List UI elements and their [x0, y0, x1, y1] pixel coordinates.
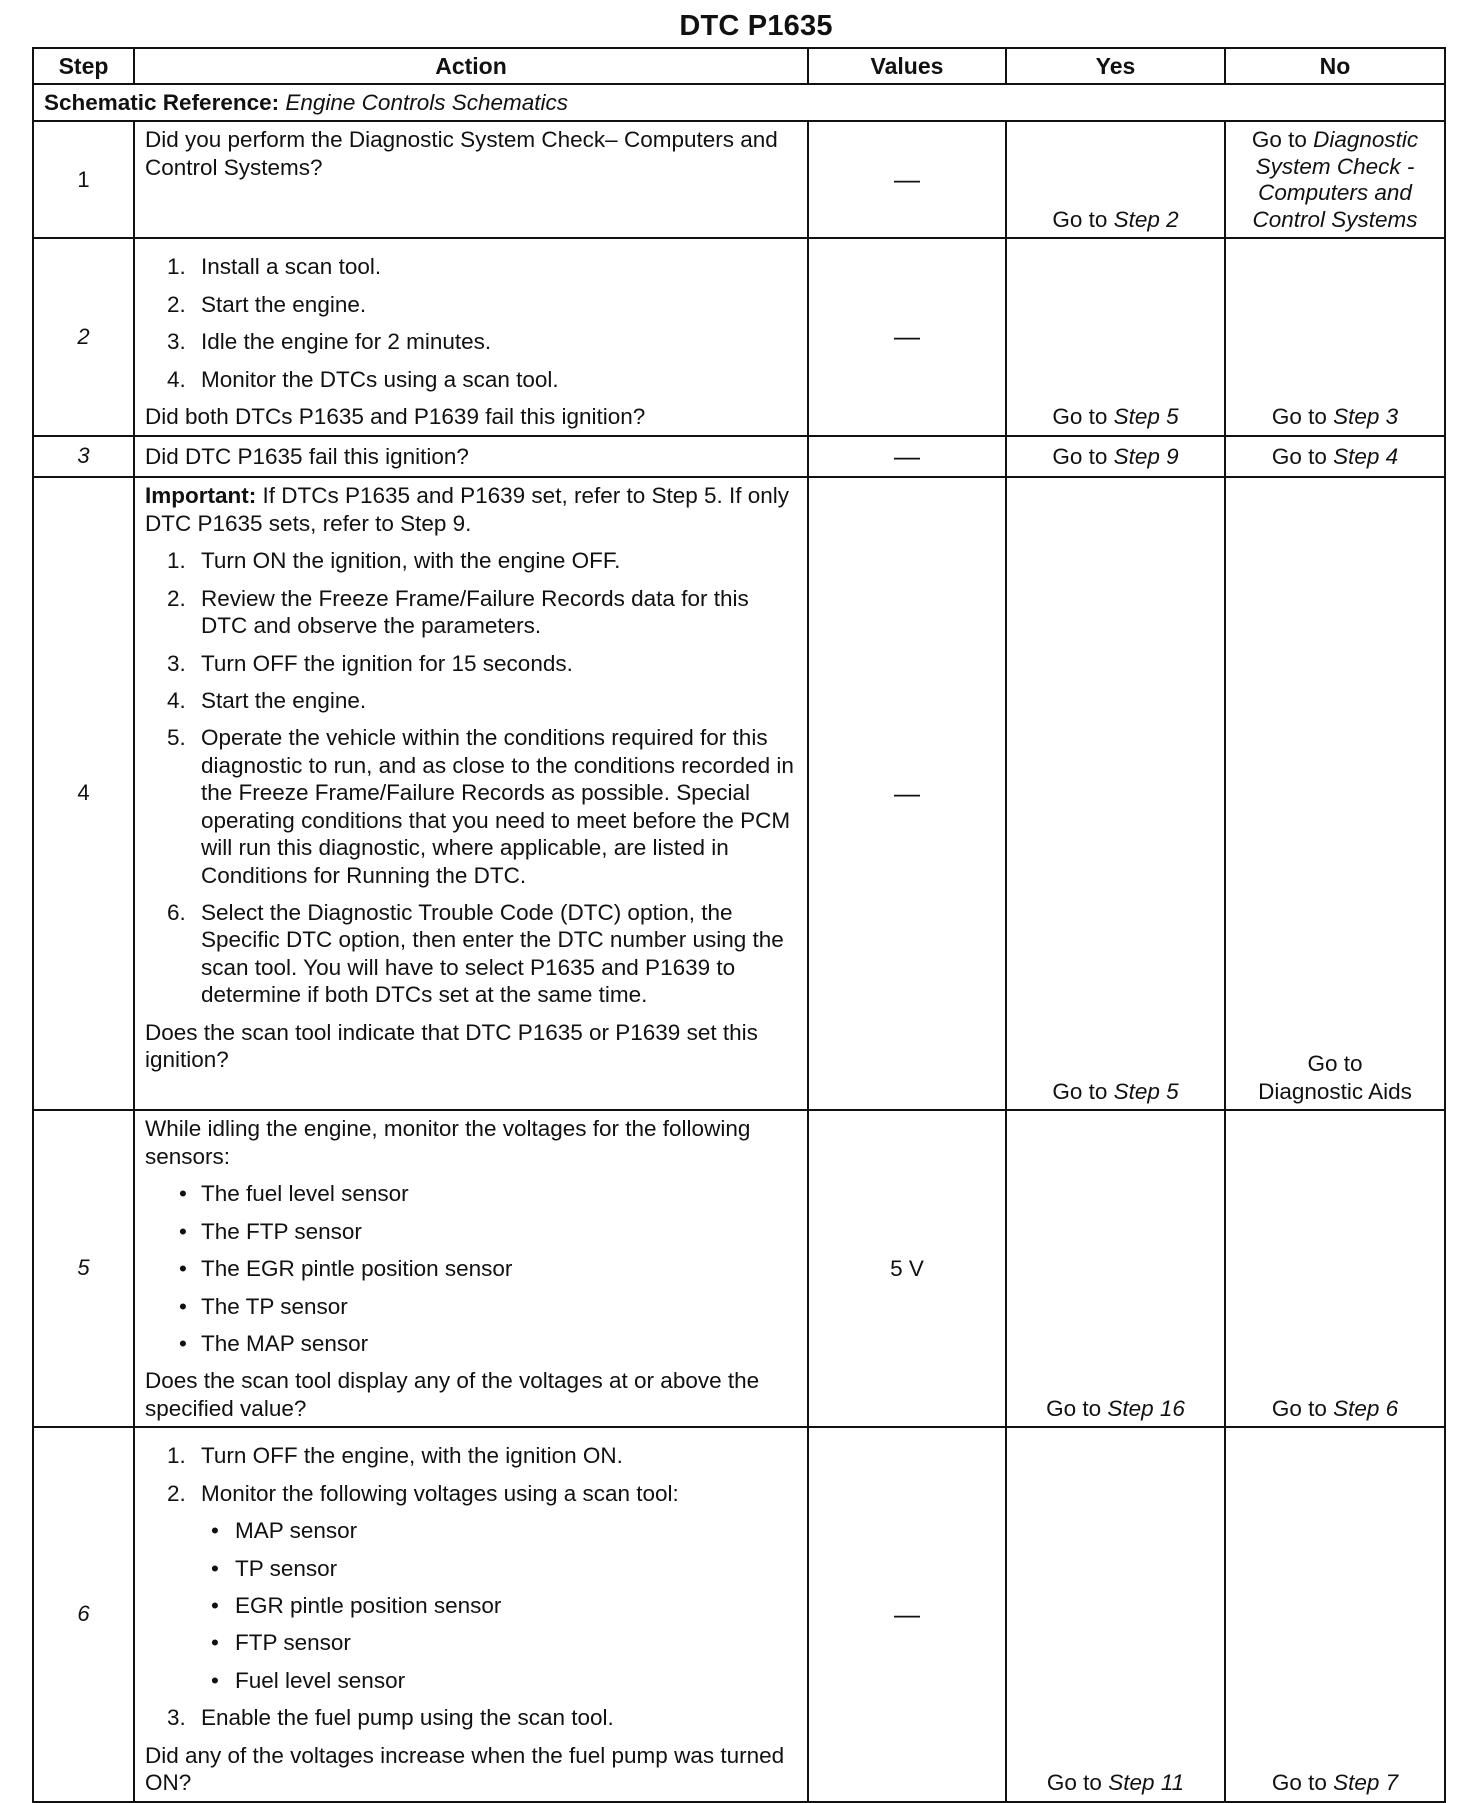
yes-prefix: Go to [1052, 1078, 1108, 1104]
list-item: • EGR pintle position sensor [211, 1593, 502, 1619]
sensor-list [145, 1180, 797, 1357]
yes-link[interactable]: Step 9 [1113, 443, 1179, 469]
action-question: Does the scan tool indicate that DTC P1635 or P1639 set this ignition? [145, 1019, 758, 1073]
no-cell [1225, 1427, 1445, 1801]
no-prefix: Go to [1271, 443, 1327, 469]
header-no: No [1225, 48, 1445, 84]
important-note [145, 482, 797, 537]
yes-cell [1006, 121, 1225, 238]
value-dash: — [894, 164, 920, 195]
no-link[interactable]: Step 4 [1333, 443, 1399, 469]
action-question: Did both DTCs P1635 and P1639 fail this ignition? [145, 404, 646, 430]
value-text: 5 V [890, 1256, 924, 1282]
header-yes: Yes [1006, 48, 1225, 84]
header-row [33, 48, 1445, 84]
table-row [33, 1110, 1445, 1427]
yes-cell [1006, 477, 1225, 1110]
no-link-line2[interactable]: System Check - [1255, 153, 1415, 179]
no-cell [1225, 1110, 1445, 1427]
step-number: 3 [33, 436, 134, 478]
list-item: 2. Start the engine. [167, 291, 367, 317]
value-dash: — [894, 1598, 920, 1629]
schematic-link[interactable]: Engine Controls Schematics [285, 90, 569, 115]
value-dash: — [894, 440, 920, 471]
step-number: 2 [33, 238, 134, 435]
step-number: 5 [33, 1110, 134, 1427]
values-cell [808, 1427, 1006, 1801]
action-cell [134, 436, 808, 478]
no-prefix: Go to [1271, 1770, 1327, 1796]
yes-link[interactable]: Step 5 [1113, 1078, 1179, 1104]
diagnostic-table [32, 47, 1446, 1803]
action-question: Does the scan tool display any of the voltages at or above the specified value? [145, 1368, 760, 1421]
list-item: • Fuel level sensor [211, 1667, 406, 1693]
no-prefix: Go to [1251, 127, 1307, 153]
action-intro: While idling the engine, monitor the voltages for the following sensors: [145, 1116, 751, 1169]
action-question: Did any of the voltages increase when the fuel pump was turned ON? [145, 1742, 785, 1796]
values-cell [808, 121, 1006, 238]
yes-cell [1006, 1110, 1225, 1427]
no-link[interactable]: Step 3 [1333, 404, 1399, 430]
yes-prefix: Go to [1046, 1770, 1102, 1796]
no-link-line4[interactable]: Control Systems [1252, 206, 1418, 232]
no-link[interactable]: Diagnostic Aids [1258, 1078, 1412, 1104]
step-number: 1 [33, 121, 134, 238]
yes-link[interactable]: Step 16 [1107, 1395, 1185, 1421]
no-link[interactable]: Step 7 [1333, 1770, 1399, 1796]
list-item: 1. Turn OFF the engine, with the ignition ON. [167, 1443, 623, 1469]
action-list [145, 253, 797, 393]
action-cell [134, 477, 808, 1110]
yes-prefix: Go to [1046, 1395, 1102, 1421]
values-cell [808, 477, 1006, 1110]
value-dash: — [894, 321, 920, 352]
schematic-reference-row [33, 84, 1445, 121]
table-row [33, 436, 1445, 478]
action-list [145, 1442, 797, 1732]
page-title: DTC P1635 [679, 10, 833, 42]
schematic-label: Schematic Reference: [44, 90, 280, 115]
step-number: 4 [33, 477, 134, 1110]
table-row [33, 1427, 1445, 1801]
important-text: If DTCs P1635 and P1639 set, refer to Step 5. If only DTC P1635 sets, refer to Step 9. [145, 483, 790, 536]
list-item: • TP sensor [211, 1555, 338, 1581]
list-item: 3. Idle the engine for 2 minutes. [167, 329, 492, 355]
list-item: 4. Monitor the DTCs using a scan tool. [167, 366, 559, 392]
no-link-line3[interactable]: Computers and [1258, 180, 1412, 206]
no-cell [1225, 477, 1445, 1110]
no-link[interactable]: Step 6 [1333, 1395, 1399, 1421]
no-prefix: Go to [1271, 404, 1327, 430]
list-item: • The TP sensor [179, 1293, 348, 1319]
list-item: 3. Turn OFF the ignition for 15 seconds. [167, 650, 573, 676]
list-item: 2. Review the Freeze Frame/Failure Records data for this DTC and observe the parameters. [167, 585, 749, 639]
action-cell [134, 121, 808, 238]
no-cell [1225, 121, 1445, 238]
header-values: Values [808, 48, 1006, 84]
list-item: 1. Turn ON the ignition, with the engine OFF. [167, 548, 621, 574]
yes-link[interactable]: Step 2 [1113, 207, 1179, 232]
values-cell [808, 1110, 1006, 1427]
values-cell [808, 238, 1006, 435]
no-prefix: Go to [1271, 1395, 1327, 1421]
table-row [33, 121, 1445, 238]
no-cell [1225, 436, 1445, 478]
values-cell [808, 436, 1006, 478]
schematic-reference [33, 84, 1445, 121]
header-action: Action [134, 48, 808, 84]
no-prefix: Go to [1307, 1051, 1363, 1077]
action-list [145, 547, 797, 1009]
yes-cell [1006, 436, 1225, 478]
yes-prefix: Go to [1052, 443, 1108, 469]
list-item: • MAP sensor [211, 1518, 358, 1544]
yes-cell [1006, 238, 1225, 435]
list-item: • The fuel level sensor [179, 1181, 409, 1207]
action-cell [134, 238, 808, 435]
header-step: Step [33, 48, 134, 84]
yes-prefix: Go to [1052, 207, 1108, 232]
list-item: 4. Start the engine. [167, 687, 367, 713]
action-text: Did you perform the Diagnostic System Check– Computers and Control Systems? [145, 127, 778, 180]
list-item: 3. Enable the fuel pump using the scan tool. [167, 1705, 614, 1731]
yes-link[interactable]: Step 5 [1113, 404, 1179, 430]
list-item: 5. Operate the vehicle within the conditions required for this diagnostic to run, and as close to the conditions recorded in the Freeze Frame/Failure Records as possible. Special operating conditions that you need to meet before the PCM will run this diagnostic, where applicable, are listed in Conditions for Running the DTC. [167, 725, 794, 888]
action-text: Did DTC P1635 fail this ignition? [145, 443, 469, 469]
step-number: 6 [33, 1427, 134, 1801]
list-item: 2. Monitor the following voltages using a scan tool: • MAP sensor • TP sensor • EGR pintle position sensor • FTP sensor • Fuel level sensor [145, 1480, 797, 1695]
list-item: • The EGR pintle position sensor [179, 1256, 513, 1282]
voltage-list [145, 1517, 797, 1694]
list-item: 1. Install a scan tool. [167, 254, 382, 280]
action-cell [134, 1110, 808, 1427]
yes-link[interactable]: Step 11 [1108, 1770, 1185, 1796]
list-item: 6. Select the Diagnostic Trouble Code (DTC) option, the Specific DTC option, then enter the DTC number using the scan tool. You will have to select P1635 and P1639 to determine if both DTCs set at the same time. [167, 900, 784, 1008]
list-item: • The MAP sensor [179, 1330, 369, 1356]
no-cell [1225, 238, 1445, 435]
no-link[interactable]: Diagnostic [1313, 127, 1419, 153]
action-cell [134, 1427, 808, 1801]
list-item: • FTP sensor [211, 1630, 351, 1656]
table-row [33, 238, 1445, 435]
important-label: Important: [145, 483, 257, 509]
value-dash: — [894, 777, 920, 808]
yes-prefix: Go to [1052, 404, 1108, 430]
list-item: • The FTP sensor [179, 1218, 362, 1244]
yes-cell [1006, 1427, 1225, 1801]
table-row [33, 477, 1445, 1110]
